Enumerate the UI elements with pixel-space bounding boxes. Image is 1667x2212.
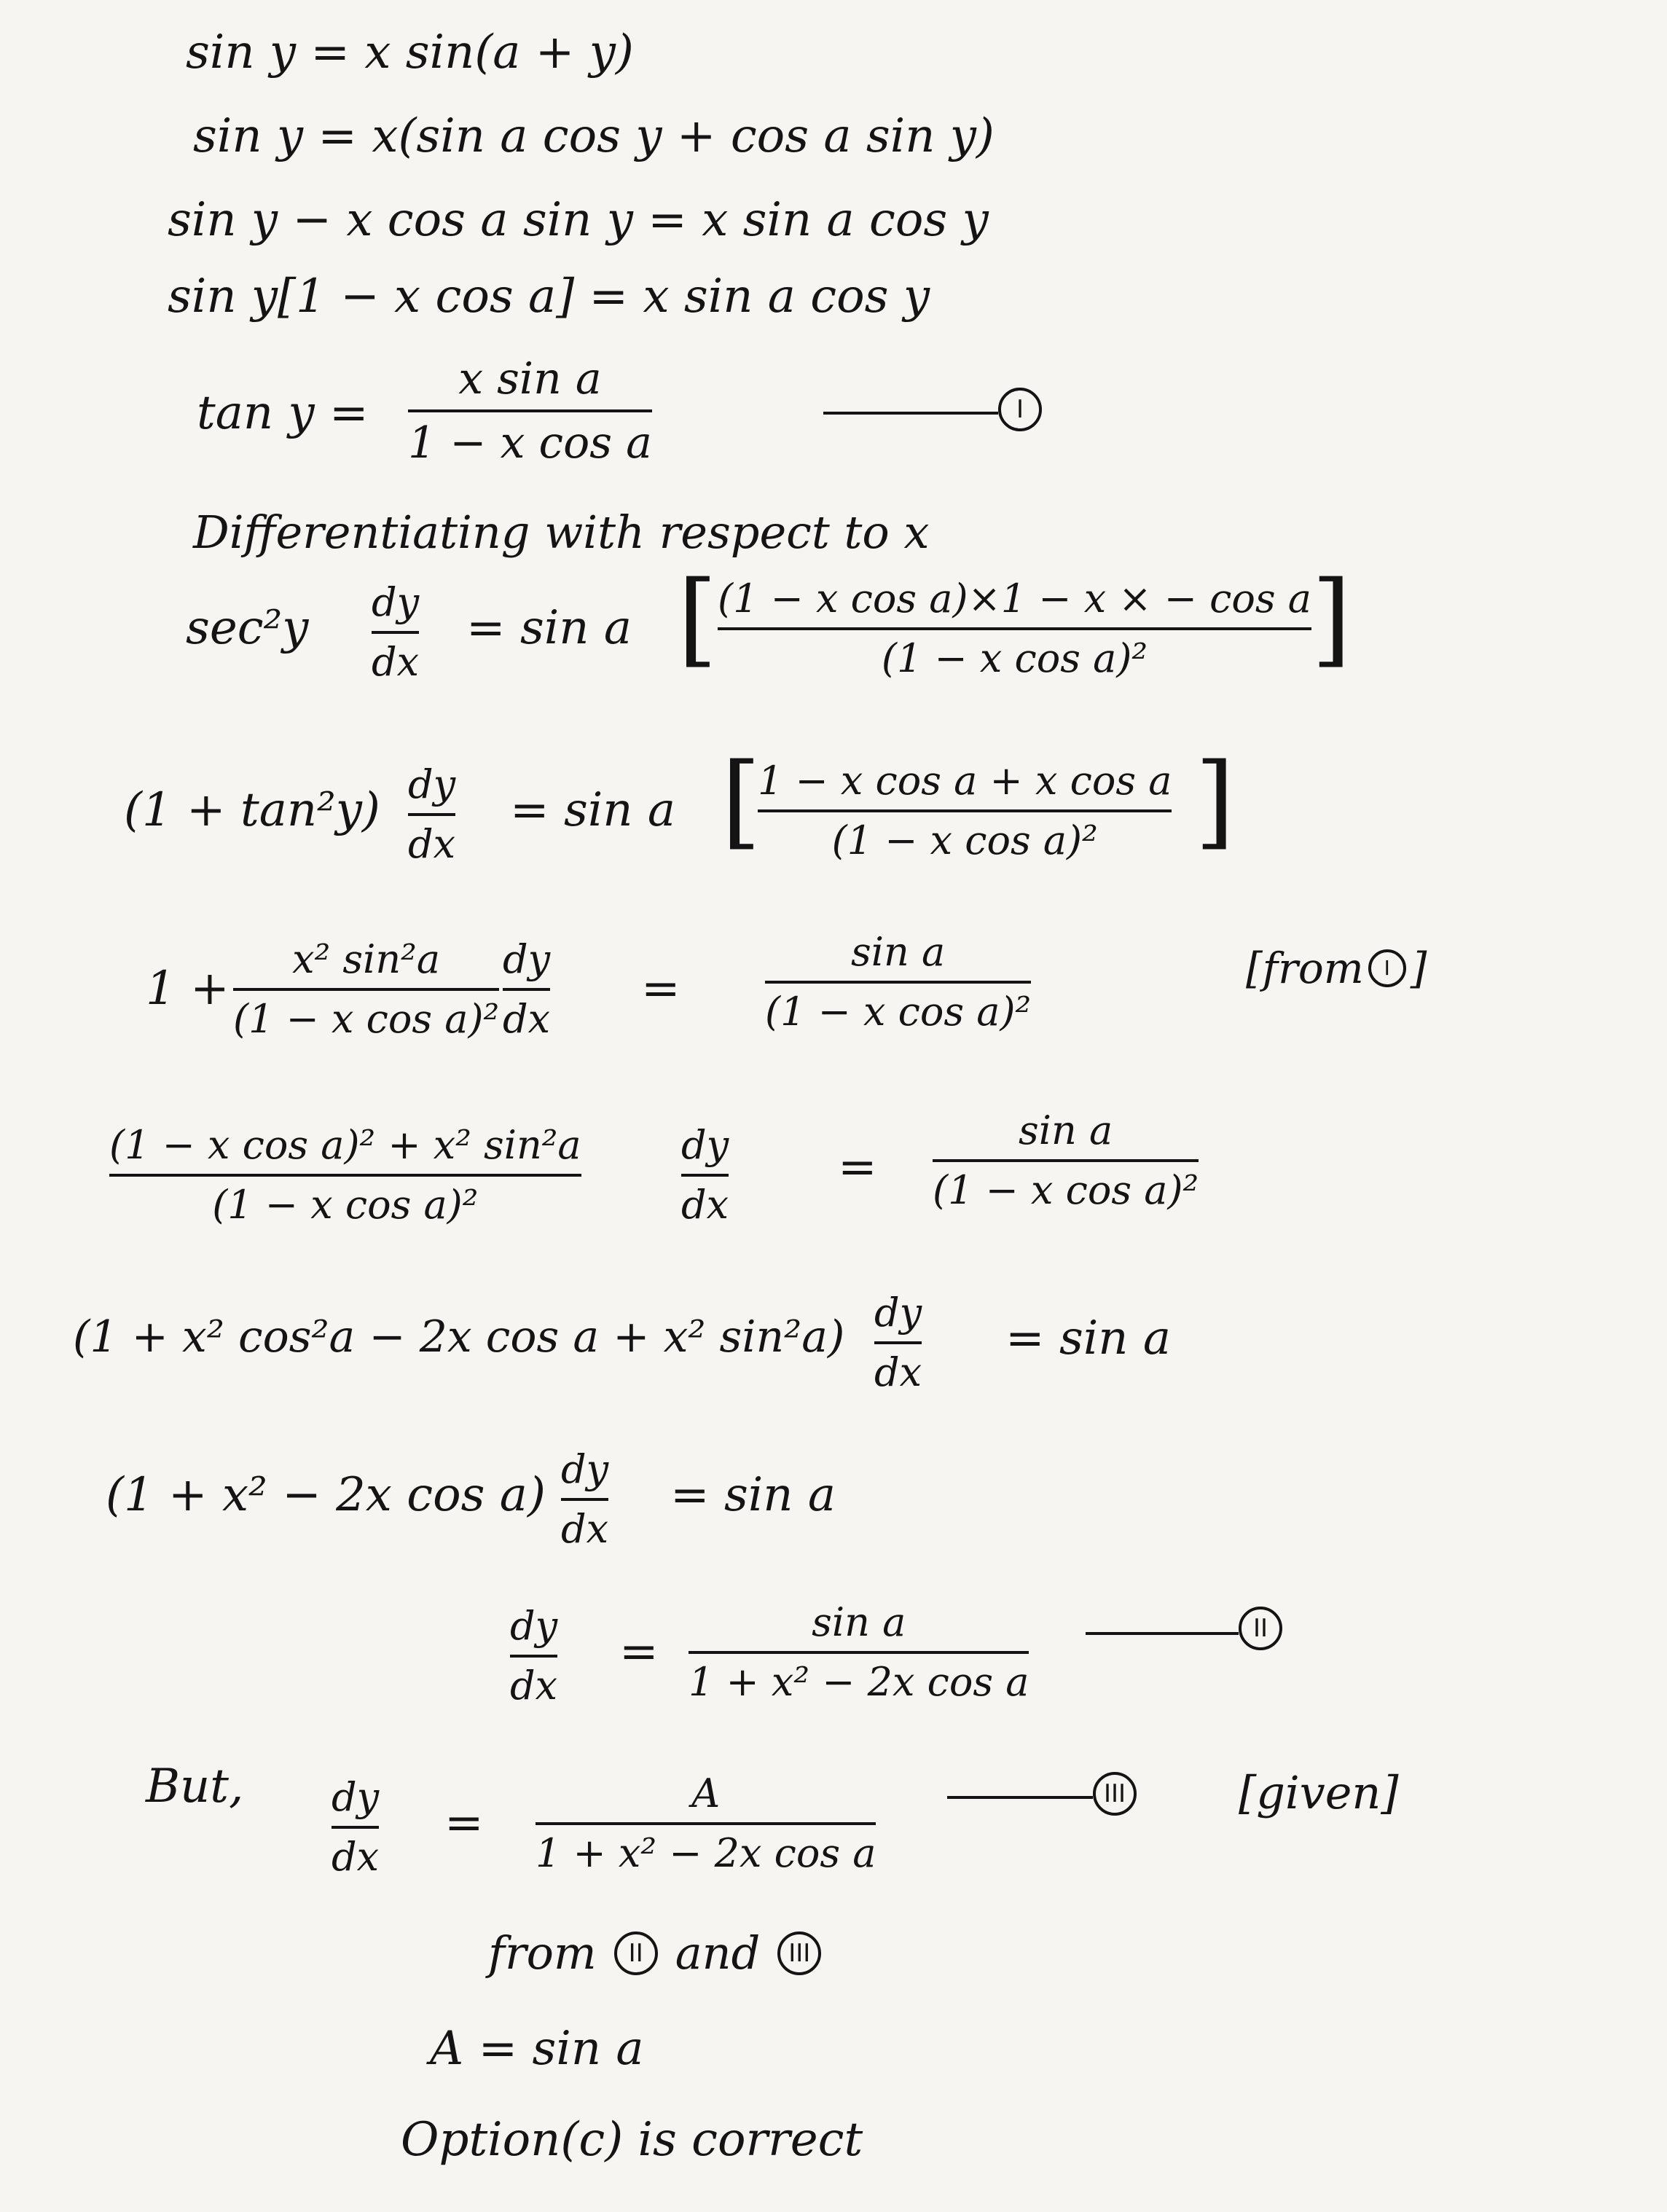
step12-equals: = (444, 1796, 484, 1850)
fraction-bar (718, 627, 1311, 630)
dy-numerator: dy (332, 1774, 380, 1820)
equation-line-1: sin y = x sin(a + y) (186, 26, 634, 79)
fraction-bar (503, 988, 550, 991)
right-bracket: ] (1195, 742, 1235, 860)
fraction-bar (765, 981, 1031, 984)
dy-dx-5 (874, 1290, 922, 1395)
from-and-line (488, 1926, 821, 1980)
step7-right-denominator: (1 − x cos a)² (765, 989, 1032, 1035)
from-note-text: [from (1246, 944, 1364, 993)
dx-denominator: dx (332, 1834, 380, 1880)
step8-left-fraction (109, 1122, 581, 1228)
dy-dx-8 (332, 1774, 380, 1880)
fraction-bar (332, 1826, 379, 1829)
fraction-bar (408, 409, 652, 412)
dy-numerator: dy (561, 1446, 609, 1492)
step7-prefix: 1 + (146, 962, 230, 1016)
equation-marker-2: II (1239, 1607, 1282, 1650)
fraction-bar (408, 813, 455, 816)
but-text: But, (146, 1760, 244, 1813)
from-marker-2: II (614, 1931, 658, 1975)
from-word: from (488, 1926, 597, 1980)
equation-dash (1086, 1632, 1239, 1635)
tan-y-numerator: x sin a (458, 353, 602, 404)
equation-dash (947, 1796, 1093, 1799)
dy-numerator: dy (510, 1603, 558, 1649)
dy-numerator: dy (372, 579, 420, 625)
left-bracket: [ (678, 560, 718, 678)
sec-squared-fraction (718, 576, 1311, 681)
fraction-bar (536, 1822, 876, 1825)
tan-squared-lhs: (1 + tan²y) (124, 783, 380, 837)
step7-right-fraction (765, 929, 1032, 1035)
equation-line-2: sin y = x(sin a cos y + cos a sin y) (193, 109, 995, 163)
dy-dx-7 (510, 1603, 558, 1709)
equation-marker-1: I (998, 388, 1042, 431)
fraction-bar (689, 1651, 1029, 1654)
equation-marker-3: III (1093, 1772, 1137, 1816)
result-line: A = sin a (430, 2022, 644, 2076)
from-note-close: ] (1410, 944, 1427, 993)
right-bracket: ] (1311, 560, 1352, 678)
equation-line-3: sin y − x cos a sin y = x sin a cos y (168, 193, 989, 247)
fraction-bar (681, 1174, 729, 1177)
tan-y-denominator: 1 − x cos a (408, 417, 652, 468)
from-marker-3: III (777, 1931, 821, 1975)
dx-denominator: dx (503, 996, 551, 1042)
left-bracket: [ (721, 742, 761, 860)
step8-left-numerator: (1 − x cos a)² + x² sin²a (109, 1122, 581, 1168)
from-eq1-note (1246, 944, 1427, 993)
from-note-marker: I (1368, 949, 1406, 987)
and-word: and (675, 1926, 761, 1980)
fraction-bar (874, 1341, 922, 1344)
dy-dx-4 (681, 1122, 729, 1228)
step11-equals: = (619, 1625, 659, 1679)
given-note: [given] (1239, 1766, 1399, 1819)
step10-rhs: = sin a (670, 1468, 836, 1522)
dx-denominator: dx (510, 1663, 558, 1709)
dy-dx-6 (561, 1446, 609, 1552)
step8-equals: = (838, 1140, 877, 1194)
fraction-bar (372, 631, 419, 634)
fraction-bar (510, 1655, 557, 1658)
step7-right-numerator: sin a (851, 929, 946, 975)
tan-squared-denominator: (1 − x cos a)² (831, 817, 1098, 863)
step12-denominator: 1 + x² − 2x cos a (536, 1830, 876, 1876)
sec-squared-denominator: (1 − x cos a)² (881, 635, 1148, 681)
sec-squared-rhs-prefix: = sin a (466, 601, 632, 655)
sec-squared-numerator: (1 − x cos a)×1 − x × − cos a (718, 576, 1311, 621)
step10-lhs: (1 + x² − 2x cos a) (106, 1468, 546, 1522)
fraction-bar (233, 988, 499, 991)
equation-dash (823, 412, 998, 415)
step8-right-denominator: (1 − x cos a)² (933, 1167, 1199, 1213)
tan-squared-fraction (758, 758, 1172, 863)
step7-left-denominator: (1 − x cos a)² (233, 996, 500, 1042)
step8-left-denominator: (1 − x cos a)² (212, 1182, 479, 1228)
dx-denominator: dx (681, 1182, 729, 1228)
step7-equals: = (641, 962, 680, 1016)
dy-dx-1 (372, 579, 420, 685)
step7-left-fraction (233, 936, 500, 1042)
step8-right-fraction (933, 1107, 1199, 1213)
fraction-bar (933, 1159, 1199, 1162)
dx-denominator: dx (561, 1506, 609, 1552)
dy-numerator: dy (503, 936, 551, 982)
option-answer: Option(c) is correct (401, 2113, 863, 2167)
sec-squared-lhs: sec²y (186, 601, 309, 655)
step9-lhs: (1 + x² cos²a − 2x cos a + x² sin²a) (73, 1311, 845, 1362)
step11-numerator: sin a (812, 1599, 906, 1645)
dy-numerator: dy (408, 761, 456, 807)
dy-numerator: dy (681, 1122, 729, 1168)
dy-dx-3 (503, 936, 551, 1042)
step9-rhs: = sin a (1005, 1311, 1171, 1365)
dy-numerator: dy (874, 1290, 922, 1336)
tan-y-fraction (408, 353, 652, 468)
fraction-bar (561, 1498, 608, 1501)
tan-y-lhs: tan y = (197, 386, 369, 440)
step11-denominator: 1 + x² − 2x cos a (689, 1659, 1029, 1705)
dx-denominator: dx (874, 1349, 922, 1395)
step12-fraction (536, 1770, 876, 1876)
step11-fraction (689, 1599, 1029, 1705)
step12-numerator: A (691, 1770, 721, 1816)
step8-right-numerator: sin a (1019, 1107, 1113, 1153)
fraction-bar (758, 809, 1172, 812)
tan-squared-rhs-prefix: = sin a (510, 783, 675, 837)
fraction-bar (109, 1174, 581, 1177)
equation-line-4: sin y[1 − x cos a] = x sin a cos y (168, 270, 930, 323)
differentiating-text: Differentiating with respect to x (193, 506, 930, 559)
dx-denominator: dx (408, 821, 456, 867)
tan-squared-numerator: 1 − x cos a + x cos a (758, 758, 1172, 804)
dy-dx-2 (408, 761, 456, 867)
dx-denominator: dx (372, 639, 420, 685)
step7-left-numerator: x² sin²a (292, 936, 441, 982)
